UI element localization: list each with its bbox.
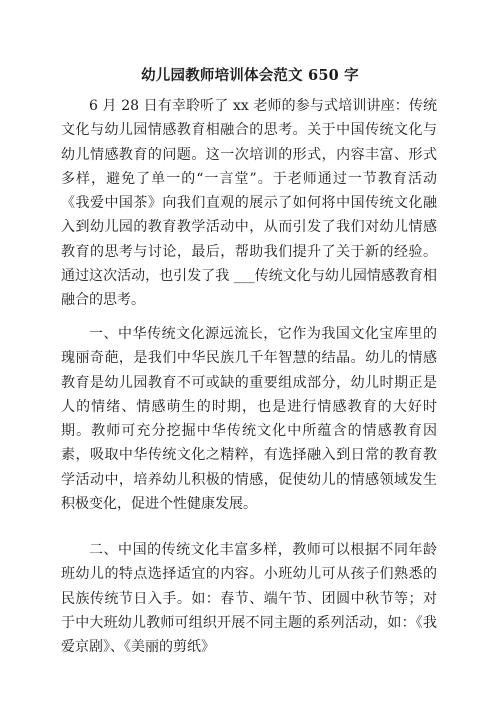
paragraph-section-two: 二、中国的传统文化丰富多样，教师可以根据不同年龄班幼儿的特点选择适宜的内容。小班幼儿可从孩子们熟悉的民族传统节日入手。如：春节、端午节、团圆中秋节等；对于中大班幼儿教师可组织开展不同主题的系列活动，如：《我爱京剧》、《美丽的剪纸》: [61, 542, 437, 656]
paragraph-intro: 6 月 28 日有幸聆听了 xx 老师的参与式培训讲座：传统文化与幼儿园情感教育相融合的思考。关于中国传统文化与幼儿情感教育的问题。这一次培训的形式，内容丰富、形式多样，避免了单一的“一言堂”。于老师通过一节教育活动《我爱中国茶》向我们直观的展示了如何将中国传统文化融入到幼儿园的教育教学活动中，从而引发了我们对幼儿情感教育的思考与讨论，最后，帮助我们提升了关于新的经验。通过这次活动，也引发了我 ___传统文化与幼儿园情感教育相融合的思考。: [61, 98, 437, 309]
document-title: 幼儿园教师培训体会范文 650 字: [141, 67, 359, 84]
paragraph-section-one: 一、中华传统文化源远流长，它作为我国文化宝库里的瑰丽奇葩，是我们中华民族几千年智慧的结晶。幼儿的情感教育是幼儿园教育不可或缺的重要组成部分，幼儿时期正是人的情绪、情感萌生的时期，也是进行情感教育的大好时期。教师可充分挖掘中华传统文化中所蕴含的情感教育因素，吸取中华传统文化之精粹，有选择融入到日常的教育教学活动中，培养幼儿积极的情感，促使幼儿的情感领域发生积极变化，促进个性健康发展。: [61, 326, 437, 513]
